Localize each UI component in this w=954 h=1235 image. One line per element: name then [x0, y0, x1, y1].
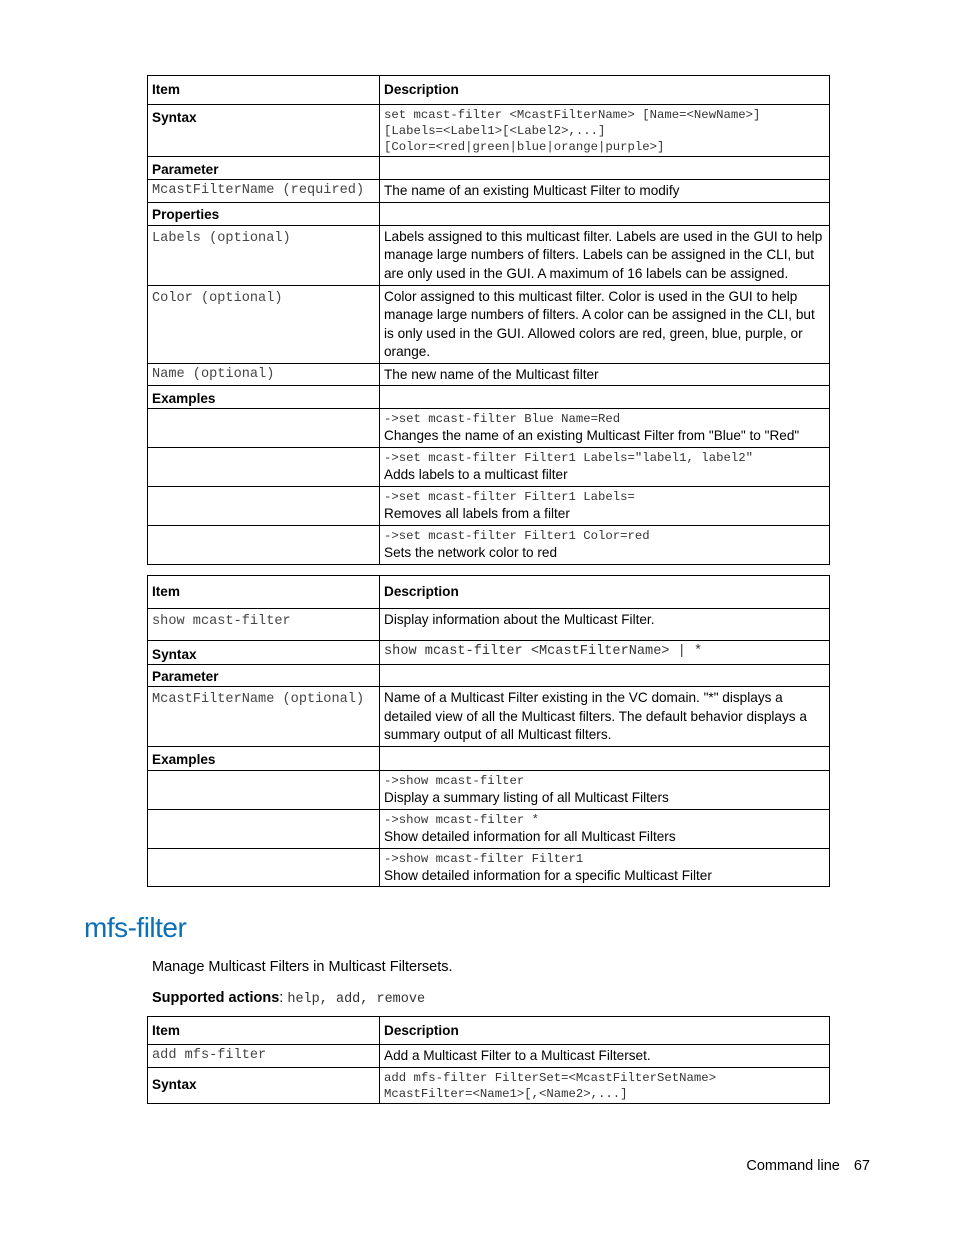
footer-section: Command line: [746, 1158, 840, 1174]
empty-cell: [148, 848, 380, 887]
prop-color-name: Color (optional): [148, 285, 380, 363]
example-desc: Adds labels to a multicast filter: [384, 467, 568, 482]
command-desc: Display information about the Multicast Filter.: [380, 609, 830, 641]
header-description: Description: [380, 76, 830, 105]
page-footer: [746, 1158, 870, 1174]
prop-name-desc: The new name of the Multicast filter: [380, 363, 830, 386]
empty-cell: [148, 809, 380, 848]
empty-cell: [380, 157, 830, 180]
command-desc: Add a Multicast Filter to a Multicast Filterset.: [380, 1045, 830, 1068]
examples-label: Examples: [148, 386, 380, 409]
page-number: 67: [853, 1158, 870, 1174]
param-name: McastFilterName (required): [148, 180, 380, 203]
syntax-label: Syntax: [148, 105, 380, 157]
supported-actions-separator: :: [279, 990, 288, 1006]
example: [380, 409, 830, 448]
command-name: add mfs-filter: [148, 1045, 380, 1068]
empty-cell: [148, 770, 380, 809]
empty-cell: [380, 746, 830, 770]
example: [380, 448, 830, 487]
supported-actions-label: Supported actions: [152, 990, 280, 1006]
param-name: McastFilterName (optional): [148, 687, 380, 747]
header-item: Item: [148, 576, 380, 609]
example-command: ->set mcast-filter Blue Name=Red: [384, 412, 621, 426]
supported-actions: [152, 990, 425, 1007]
syntax-label: Syntax: [148, 1067, 380, 1103]
example-command: ->set mcast-filter Filter1 Labels="label1, label2": [384, 451, 753, 465]
empty-cell: [148, 487, 380, 526]
header-item: Item: [148, 76, 380, 105]
add-mfs-filter-table: [147, 1016, 830, 1104]
example-desc: Show detailed information for a specific Multicast Filter: [384, 867, 712, 883]
example-desc: Display a summary listing of all Multicast Filters: [384, 789, 669, 805]
syntax-line: [Color=<red|green|blue|orange|purple>]: [384, 140, 665, 154]
set-mcast-filter-table: [147, 75, 830, 565]
empty-cell: [148, 409, 380, 448]
header-description: Description: [380, 576, 830, 609]
example-desc: Show detailed information for all Multicast Filters: [384, 828, 676, 844]
syntax-value: show mcast-filter <McastFilterName> | *: [380, 641, 830, 665]
example-desc: Sets the network color to red: [384, 545, 558, 560]
example-desc: Removes all labels from a filter: [384, 506, 570, 521]
examples-label: Examples: [148, 746, 380, 770]
param-desc: The name of an existing Multicast Filter to modify: [380, 180, 830, 203]
prop-labels-desc: Labels assigned to this multicast filter. Labels are used in the GUI to help manage large numbers of filters. Labels can be assigned in the CLI, but are only used in the GUI. A maximum of 16 labels can be assigned.: [380, 225, 830, 285]
header-description: Description: [380, 1017, 830, 1045]
example: [380, 848, 830, 887]
properties-label: Properties: [148, 202, 380, 225]
syntax-line: add mfs-filter FilterSet=<McastFilterSetName>: [384, 1070, 717, 1085]
param-desc: Name of a Multicast Filter existing in the VC domain. "*" displays a detailed view of all the Multicast filters. The default behavior displays a summary output of all Multicast filters.: [380, 687, 830, 747]
parameter-label: Parameter: [148, 157, 380, 180]
empty-cell: [380, 665, 830, 687]
empty-cell: [380, 202, 830, 225]
supported-actions-list: help, add, remove: [287, 992, 426, 1007]
example-command: ->set mcast-filter Filter1 Color=red: [384, 529, 650, 543]
example: [380, 770, 830, 809]
example: [380, 487, 830, 526]
empty-cell: [148, 448, 380, 487]
example-command: ->show mcast-filter Filter1: [384, 851, 584, 866]
example-command: ->show mcast-filter *: [384, 812, 539, 827]
example-command: ->show mcast-filter: [384, 773, 525, 788]
command-name: show mcast-filter: [148, 609, 380, 641]
prop-labels-name: Labels (optional): [148, 225, 380, 285]
empty-cell: [380, 386, 830, 409]
section-title: mfs-filter: [84, 912, 187, 943]
prop-name-name: Name (optional): [148, 363, 380, 386]
example-desc: Changes the name of an existing Multicast Filter from "Blue" to "Red": [384, 428, 800, 443]
show-mcast-filter-table: [147, 575, 830, 887]
syntax-line: set mcast-filter <McastFilterName> [Name=<NewName>]: [384, 108, 761, 122]
example-command: ->set mcast-filter Filter1 Labels=: [384, 490, 635, 504]
prop-color-desc: Color assigned to this multicast filter. Color is used in the GUI to help manage large numbers of filters. A color can be assigned in the CLI, but is only used in the GUI. Allowed colors are red, green, blue, purple, or orange.: [380, 285, 830, 363]
empty-cell: [148, 526, 380, 565]
example: [380, 809, 830, 848]
example: [380, 526, 830, 565]
syntax-line: [Labels=<Label1>[<Label2>,...]: [384, 124, 606, 138]
syntax-line: McastFilter=<Name1>[,<Name2>,...]: [384, 1086, 628, 1101]
syntax-value: [380, 105, 830, 157]
parameter-label: Parameter: [148, 665, 380, 687]
section-intro: Manage Multicast Filters in Multicast Filtersets.: [152, 959, 453, 975]
syntax-value: [380, 1067, 830, 1103]
syntax-label: Syntax: [148, 641, 380, 665]
header-item: Item: [148, 1017, 380, 1045]
